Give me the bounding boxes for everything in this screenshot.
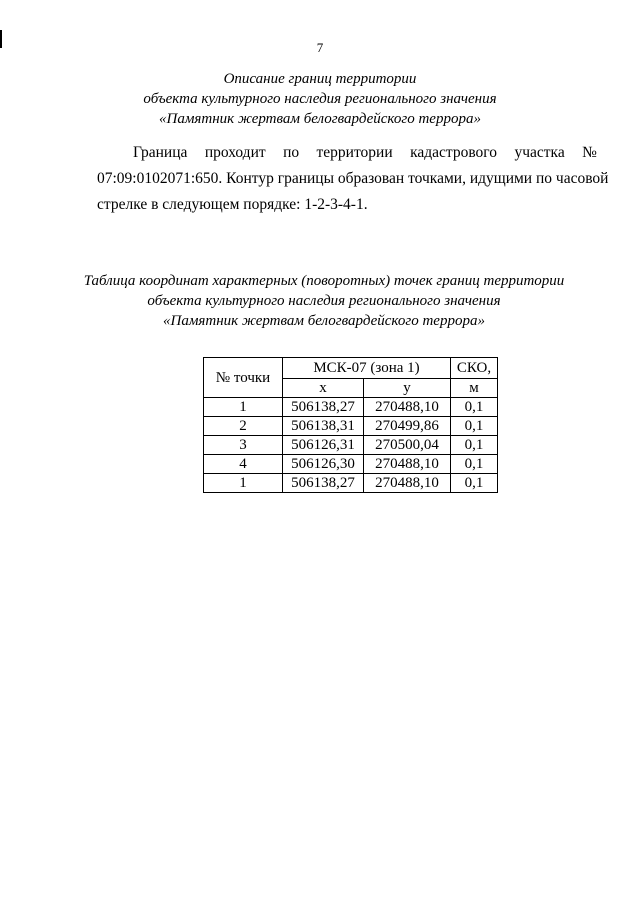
paragraph-word: кадастрового [410,144,498,161]
paragraph-line [97,140,597,166]
paragraph-word: проходит [204,144,266,161]
header-sko: СКО, [451,358,498,379]
table-row [204,398,498,417]
paragraph-line: 07:09:0102071:650. Контур границы образован точками, идущими по часовой [97,170,609,187]
section-heading [0,69,640,129]
cell-x: 506126,31 [283,436,364,455]
section-heading-line: объекта культурного наследия регионального значения [143,91,497,107]
cell-y: 270500,04 [364,436,451,455]
cell-point: 4 [204,455,283,474]
table-row [204,455,498,474]
cell-sko: 0,1 [451,417,498,436]
header-unit: м [451,379,498,398]
cell-sko: 0,1 [451,474,498,493]
cell-y: 270499,86 [364,417,451,436]
cell-point: 1 [204,398,283,417]
table-row [204,474,498,493]
cell-point: 3 [204,436,283,455]
coordinates-table [203,357,498,493]
paragraph-word: Граница [133,144,188,161]
header-x: x [283,379,364,398]
cell-sko: 0,1 [451,398,498,417]
table-heading-line: «Памятник жертвам белогвардейского террора» [163,313,485,329]
header-msk: МСК-07 (зона 1) [283,358,451,379]
paragraph-line: стрелке в следующем порядке: 1-2-3-4-1. [97,196,368,213]
cell-point: 1 [204,474,283,493]
paragraph-word: участка [514,144,565,161]
section-heading-line: Описание границ территории [223,71,417,87]
cell-sko: 0,1 [451,455,498,474]
cell-x: 506138,31 [283,417,364,436]
cell-point: 2 [204,417,283,436]
boundary-paragraph [97,140,609,218]
paragraph-word: территории [316,144,393,161]
table-heading-line: объекта культурного наследия регионального значения [147,293,501,309]
table-row [204,417,498,436]
table-heading [24,271,624,331]
table-row [204,436,498,455]
header-point-number: № точки [204,358,283,398]
section-heading-line: «Памятник жертвам белогвардейского террора» [159,111,481,127]
table-heading-line: Таблица координат характерных (поворотных) точек границ территории [83,273,565,289]
cell-x: 506138,27 [283,398,364,417]
cell-sko: 0,1 [451,436,498,455]
cell-y: 270488,10 [364,455,451,474]
paragraph-word: № [582,144,597,161]
cell-x: 506126,30 [283,455,364,474]
page-number: 7 [316,40,324,55]
paragraph-word: по [283,144,300,161]
cell-x: 506138,27 [283,474,364,493]
header-y: y [364,379,451,398]
cell-y: 270488,10 [364,474,451,493]
cell-y: 270488,10 [364,398,451,417]
